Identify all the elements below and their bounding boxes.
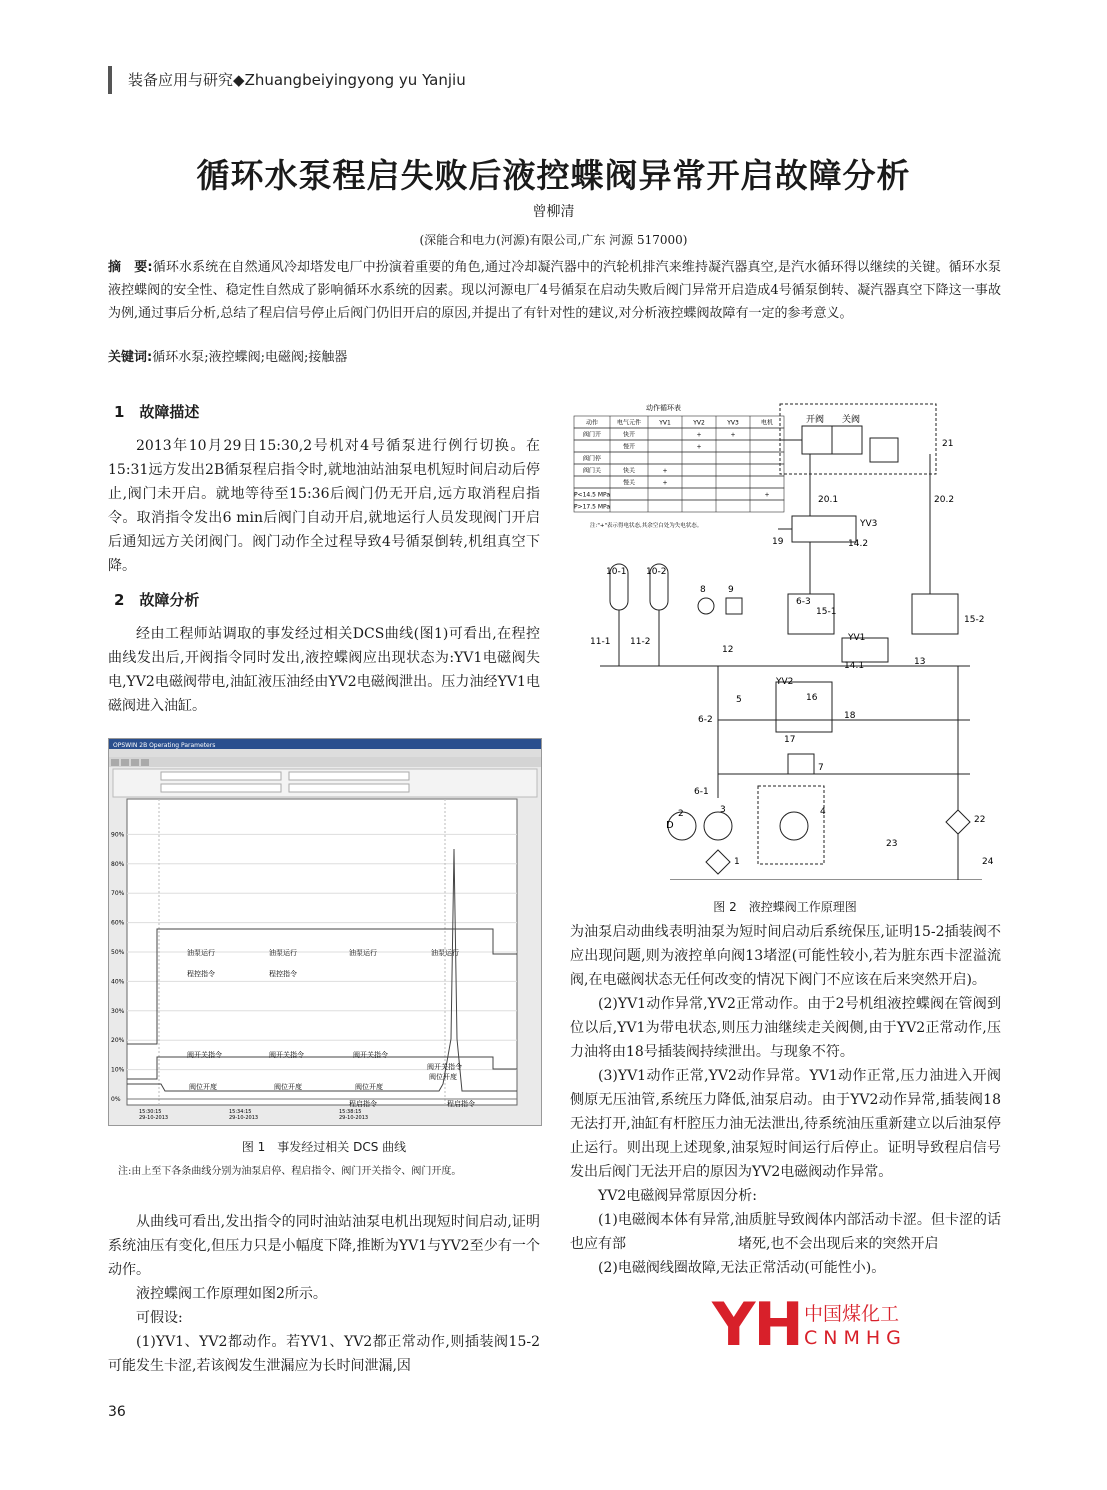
y-tick-label: 20% [111, 1037, 125, 1045]
table-row [574, 464, 784, 476]
table-cell: 阀门开 [582, 431, 602, 439]
table-row [574, 416, 784, 428]
reason-1-part-a: (1)电磁阀本体有异常,油质脏导致阀体内部活动卡涩。但卡涩的话也应有部 [570, 1212, 1001, 1252]
diagram-label: 6-2 [698, 715, 713, 725]
parameter-field[interactable] [289, 772, 409, 780]
paragraph-yv2-analysis: YV2电磁阀异常原因分析: [598, 1188, 757, 1204]
paragraph-case-2: (2)YV1动作异常,YV2正常动作。由于2号机组液控蝶阀在管阀到位以后,YV1为带电状态,则压力油继续走关阀侧,由于YV2正常动作,压力油将由18号插装阀持续泄出。与现象不符。 [570, 996, 1001, 1060]
cycle-table-note: 注:"+"表示得电状态,其余空白处为失电状态。 [590, 523, 703, 529]
cycle-table-title: 动作循环表 [646, 404, 681, 412]
page-number: 36 [108, 1404, 126, 1420]
diagram-label: 23 [886, 839, 898, 849]
date-label-3: 29-10-2013 [339, 1115, 369, 1121]
diagram-label: 13 [914, 657, 926, 667]
label-prog-1: 程控指令 [187, 970, 215, 978]
table-cell: 慢关 [622, 479, 636, 487]
valve-21 [870, 438, 898, 462]
diagram-label: YV2 [776, 677, 794, 687]
table-cell: + [696, 443, 702, 451]
label-valve-pos-1: 阀位开度 [189, 1083, 217, 1091]
diagram-label: 6-1 [694, 787, 709, 797]
diagram-label: 16 [806, 693, 818, 703]
label-valve-cmd-1: 阀开关指令 [187, 1051, 222, 1059]
watermark-logo [712, 1290, 912, 1363]
label-valve-pos-4: 阀位开度 [429, 1073, 457, 1081]
toolbar [109, 757, 541, 767]
label-valve-pos-2: 阀位开度 [274, 1083, 302, 1091]
figure-1-note: 注:由上至下各条曲线分别为油泵启停、程启指令、阀门开关指令、阀门开度。 [118, 1166, 462, 1177]
watermark-mark: YH [712, 1290, 802, 1360]
y-axis-ticks [111, 831, 125, 1103]
valve-7 [788, 754, 814, 774]
figure-1-caption: 图 1 事发经过相关 DCS 曲线 [241, 1140, 407, 1154]
paragraph-assume: 可假设: [136, 1310, 183, 1326]
table-cell: + [696, 431, 702, 439]
table-cell: P>17.5 MPa [573, 503, 611, 511]
table-cell: + [662, 467, 668, 475]
table-cell: YV3 [727, 419, 739, 427]
table-cell: + [764, 491, 770, 499]
label-valve-cmd-3: 阀开关指令 [353, 1051, 388, 1059]
table-row [574, 428, 784, 440]
toolbar-button[interactable] [131, 759, 139, 766]
y-tick-label: 30% [111, 1007, 125, 1015]
diagram-label: 15-1 [816, 607, 837, 617]
motor-label: D [666, 820, 674, 831]
table-row [574, 452, 784, 464]
section-2-title: 2 故障分析 [114, 591, 200, 609]
time-label-3: 15:38:15 [339, 1109, 362, 1115]
paragraph-case-1-cont: 为油泵启动曲线表明油泵为短时间启动后系统保压,证明15-2插装阀不应出现问题,则为液控单向阀13堵涩(可能性较小,若为脏东西卡涩溢流阀,在电磁阀状态无任何改变的情况下阀门不应该在后来突然开启)。 [570, 924, 1001, 988]
keywords [108, 347, 1001, 369]
abstract [108, 256, 1001, 325]
keywords-label: 关键词: [108, 350, 153, 365]
parameter-field[interactable] [161, 784, 281, 792]
table-cell: 电机 [760, 419, 774, 427]
date-label-2: 29-10-2013 [229, 1115, 259, 1121]
header-cn: 装备应用与研究 [128, 71, 234, 89]
table-cell: 动作 [585, 419, 599, 427]
diagram-label: 1 [734, 857, 740, 867]
reason-1-part-b: 堵死,也不会出现后来的突然开启 [738, 1236, 939, 1252]
window-title: OPSWIN 2B Operating Parameters [113, 742, 216, 749]
diagram-label: 9 [728, 585, 734, 595]
label-valve-pos-3: 阀位开度 [355, 1083, 383, 1091]
watermark-en: CNMHG [804, 1327, 907, 1349]
abstract-label: 摘 要: [108, 260, 153, 275]
label-prog2-1: 程启指令 [349, 1100, 377, 1108]
diagram-label: 19 [772, 537, 784, 547]
y-tick-label: 80% [111, 860, 125, 868]
pump-2 [704, 812, 732, 840]
table-cell: 电气元件 [616, 419, 642, 427]
paragraph-yv2-reason-1 [570, 1208, 1001, 1256]
hand-pump-4 [780, 812, 808, 840]
table-cell: YV2 [693, 419, 705, 427]
left-column-bottom [108, 1210, 540, 1378]
diagram-label: 10-2 [646, 567, 667, 577]
table-cell: 快开 [622, 431, 636, 439]
diagram-label: 20.1 [818, 495, 839, 505]
label-pump-4: 油泵运行 [431, 949, 459, 957]
label-prog-2: 程控指令 [269, 970, 297, 978]
paragraph-principle: 液控蝶阀工作原理如图2所示。 [136, 1286, 327, 1302]
diagram-label: 4 [820, 807, 826, 817]
table-cell: 快关 [622, 467, 636, 475]
diagram-label: 7 [818, 763, 824, 773]
date-label-1: 29-10-2013 [139, 1115, 169, 1121]
diagram-label: 关阀 [842, 415, 861, 425]
running-header [108, 66, 466, 94]
diagram-label: 5 [736, 695, 742, 705]
hydraulic-svg [570, 398, 1000, 880]
paragraph-case-3: (3)YV1动作正常,YV2动作异常。YV1动作正常,压力油进入开阀侧原无压油管,系统压力降低,油泵启动。由于YV2动作异常,插装阀18无法打开,油缸有杆腔压力油无法泄出,待系统油压重新建立以后油泵停止运行。则出现上述现象,油泵短时间运行后停止。证明导致程启信号发出后阀门无法开启的原因为YV2电磁阀动作异常。 [570, 1068, 1001, 1180]
table-cell: + [730, 431, 736, 439]
figure-2-caption: 图 2 液控蝶阀工作原理图 [713, 900, 857, 914]
header-en: Zhuangbeiyingyong yu Yanjiu [244, 71, 466, 89]
diagram-label: 2 [678, 809, 684, 819]
table-cell: P<14.5 MPa [573, 491, 611, 499]
paragraph-yv2-reason-2: (2)电磁阀线圈故障,无法正常活动(可能性小)。 [598, 1260, 886, 1276]
header-diamond: ◆ [233, 71, 245, 89]
diagram-labels [590, 413, 994, 867]
diagram-label: 3 [720, 805, 726, 815]
table-cell: + [662, 479, 668, 487]
hand-pump-box-4 [758, 786, 824, 864]
left-column-top [108, 400, 540, 718]
diagram-label: 10-1 [606, 567, 627, 577]
abstract-text: 循环水系统在自然通风冷却塔发电厂中扮演着重要的角色,通过冷却凝汽器中的汽轮机排汽来维持凝汽器真空,是汽水循环得以继续的关键。循环水泵液控蝶阀的安全性、稳定性自然成了影响循环水系统的因素。现以河源电厂4号循泵在启动失败后阀门异常开启造成4号循泵倒转、凝汽器真空下降这一事故为例,通过事后分析,总结了程启信号停止后阀门仍旧开启的原因,并提出了有针对性的建议,对分析液控蝶阀故障有一定的参考意义。 [108, 260, 1002, 321]
time-label-1: 15:30:15 [139, 1109, 162, 1115]
keywords-text: 循环水泵;液控蝶阀;电磁阀;接触器 [152, 350, 348, 365]
valve-15-2 [912, 594, 958, 634]
diagram-label: YV1 [848, 633, 866, 643]
pressure-gauge-8 [698, 598, 714, 614]
diagram-label: 20.2 [934, 495, 955, 505]
y-tick-label: 40% [111, 978, 125, 986]
diagram-label: YV3 [860, 519, 878, 529]
diagram-label: 18 [844, 711, 856, 721]
label-pump-1: 油泵运行 [187, 949, 215, 957]
y-tick-label: 10% [111, 1066, 125, 1074]
label-valve-cmd-4: 阀开关指令 [427, 1063, 462, 1071]
diagram-label: 11-2 [630, 637, 651, 647]
diagram-label: 11-1 [590, 637, 611, 647]
right-column [570, 920, 1001, 1280]
section-2-paragraph: 经由工程师站调取的事发经过相关DCS曲线(图1)可看出,在程控曲线发出后,开阀指令同时发出,液控蝶阀应出现状态为:YV1电磁阀失电,YV2电磁阀带电,油缸液压油经由YV2电磁阀泄出。压力油经YV1电磁阀进入油缸。 [108, 626, 540, 714]
paragraph-curve-analysis: 从曲线可看出,发出指令的同时油站油泵电机出现短时间启动,证明系统油压有变化,但压力只是小幅度下降,推断为YV1与YV2至少有一个动作。 [108, 1214, 540, 1278]
menu-bar [109, 749, 541, 757]
label-pump-2: 油泵运行 [269, 949, 297, 957]
label-pump-3: 油泵运行 [349, 949, 377, 957]
section-1-paragraph: 2013年10月29日15:30,2号机对4号循泵进行例行切换。在15:31远方发出2B循泵程启指令时,就地油站油泵电机短时间启动后停止,阀门未开启。就地等待至15:36后阀门仍无开启,远方取消程启指令。取消指令发出6 min后阀门自动开启,就地运行人员发现阀门开启后通知远方关闭阀门。阀门动作全过程导致4号循泵倒转,机组真空下降。 [108, 438, 540, 574]
table-cell: 阀门停 [582, 455, 602, 463]
diagram-label: 15-2 [964, 615, 985, 625]
table-cell: YV1 [659, 419, 671, 427]
table-cell: 慢开 [622, 443, 636, 451]
y-tick-label: 0% [111, 1096, 121, 1103]
label-valve-cmd-2: 阀开关指令 [269, 1051, 304, 1059]
pressure-switch-9 [726, 598, 742, 614]
figure-2-hydraulic-diagram [570, 398, 1000, 880]
diagram-label: 6-3 [796, 597, 811, 607]
table-cell: 阀门关 [582, 467, 602, 475]
y-tick-label: 90% [111, 831, 125, 839]
filter-1 [706, 850, 730, 874]
filter-22 [946, 810, 970, 834]
parameter-field[interactable] [289, 784, 409, 792]
action-cycle-table [574, 416, 784, 512]
y-tick-label: 60% [111, 919, 125, 927]
affiliation: (深能合和电力(河源)有限公司,广东 河源 517000) [419, 233, 688, 247]
diagram-label: 24 [982, 857, 994, 867]
diagram-label: 12 [722, 645, 734, 655]
diagram-label: 14.2 [848, 539, 869, 549]
toolbar-button[interactable] [111, 759, 119, 766]
paragraph-case-1: (1)YV1、YV2都动作。若YV1、YV2都正常动作,则插装阀15-2可能发生卡涩,若该阀发生泄漏应为长时间泄漏,因 [108, 1334, 540, 1374]
author: 曾柳清 [532, 204, 575, 220]
label-prog2-2: 程启指令 [447, 1100, 475, 1108]
diagram-label: 开阀 [806, 415, 825, 425]
diagram-label: 17 [784, 735, 796, 745]
diagram-label: 8 [700, 585, 706, 595]
toolbar-button[interactable] [141, 759, 149, 766]
table-row [574, 476, 784, 488]
toolbar-button[interactable] [121, 759, 129, 766]
figure-1-dcs-screenshot [108, 738, 542, 1126]
section-1-title: 1 故障描述 [114, 403, 200, 421]
solenoid-yv3 [792, 516, 856, 542]
watermark-cn: 中国煤化工 [804, 1299, 899, 1326]
diagram-label: 22 [974, 815, 986, 825]
table-row [574, 440, 784, 452]
diagram-label: 14.1 [844, 661, 865, 671]
dcs-curves-svg [109, 739, 541, 1125]
time-label-2: 15:34:15 [229, 1109, 252, 1115]
parameter-field[interactable] [161, 772, 281, 780]
y-tick-label: 50% [111, 949, 125, 956]
solenoid-yv2-box [776, 682, 832, 732]
diagram-label: 21 [942, 439, 954, 449]
y-tick-label: 70% [111, 890, 125, 898]
article-title: 循环水泵程启失败后液控蝶阀异常开启故障分析 [196, 156, 911, 195]
